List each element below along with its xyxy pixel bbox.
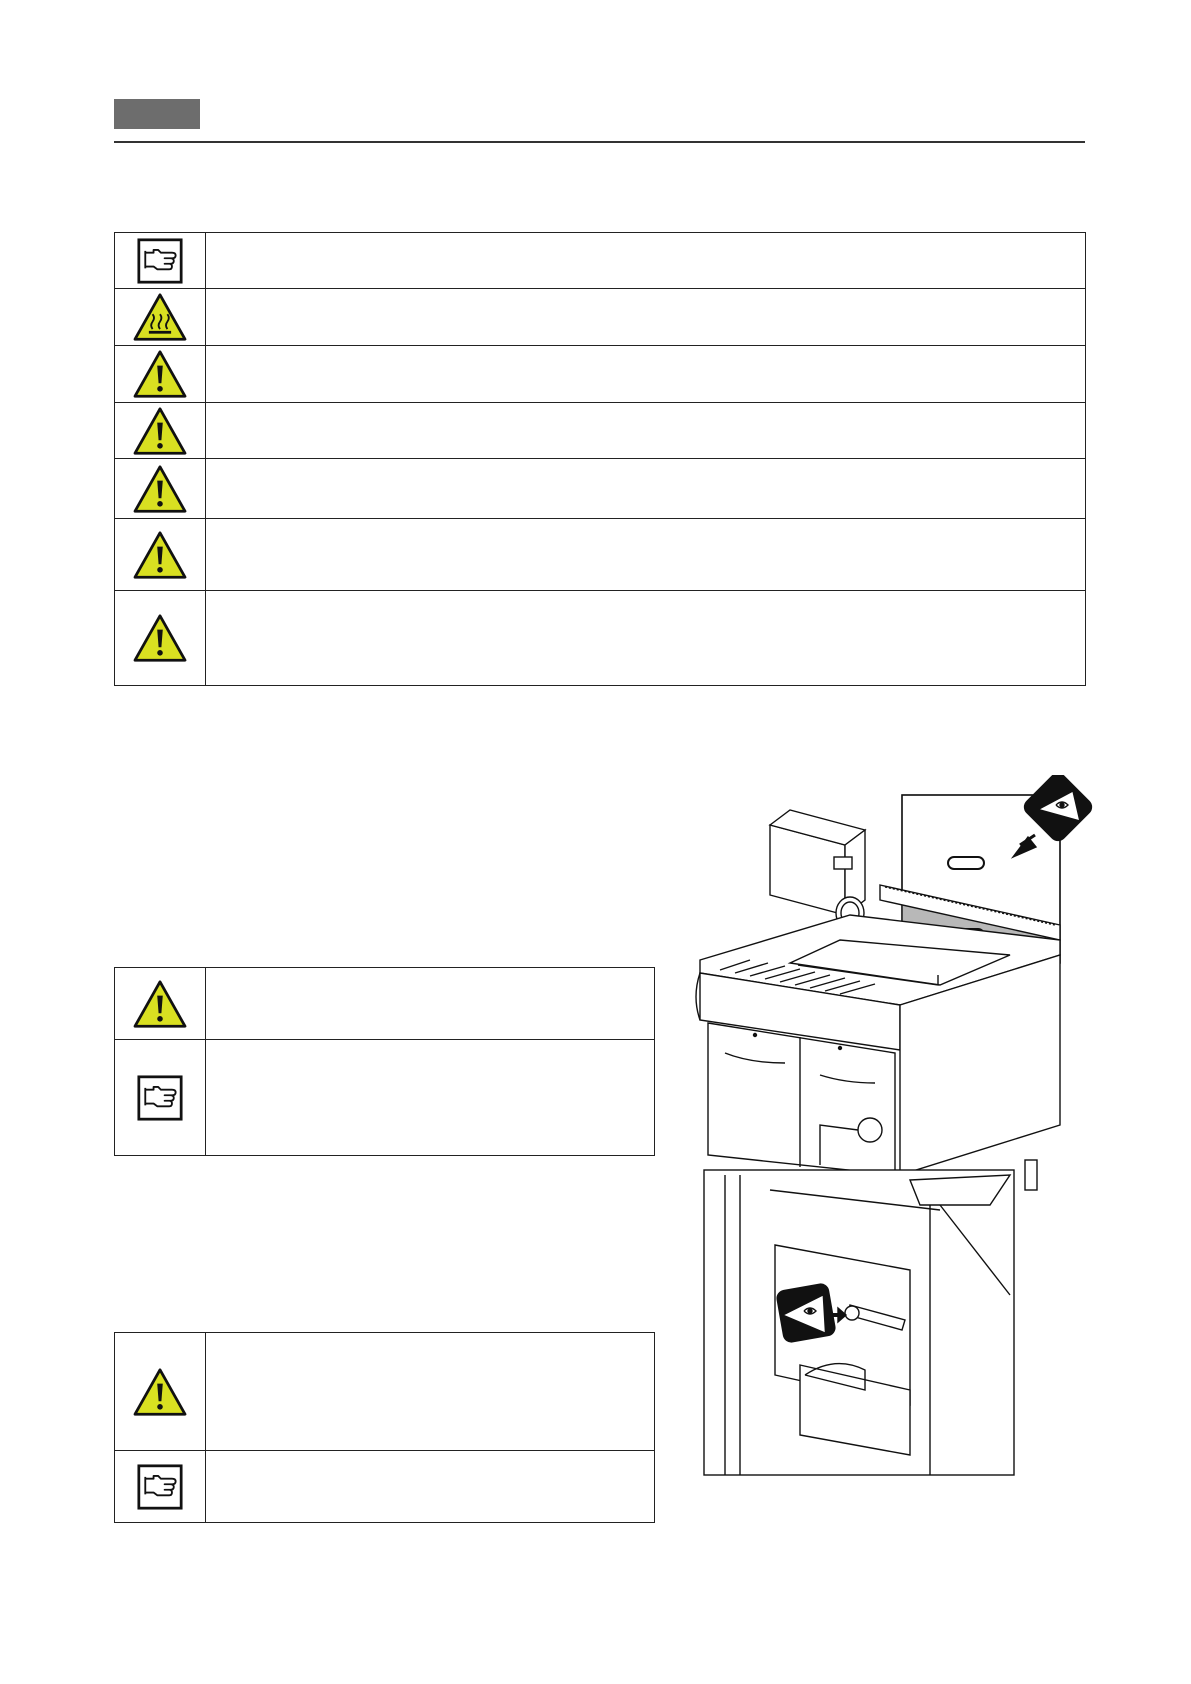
hot-surface-warning-icon <box>132 292 188 342</box>
table-row <box>115 459 1086 519</box>
row-text <box>206 346 1086 403</box>
row-text <box>206 591 1086 686</box>
table-row <box>115 1040 655 1156</box>
row-text <box>206 403 1086 459</box>
row-text <box>206 1451 655 1523</box>
pointing-hand-icon <box>137 1075 183 1121</box>
appliance-illustration <box>680 775 1120 1575</box>
row-text <box>206 1040 655 1156</box>
general-warning-icon <box>132 464 188 514</box>
general-warning-icon <box>132 613 188 663</box>
row-text <box>206 968 655 1040</box>
general-warning-icon <box>132 1367 188 1417</box>
row-text <box>206 233 1086 289</box>
general-warning-icon <box>132 979 188 1029</box>
safety-table-top <box>114 232 1086 686</box>
safety-table-bottom <box>114 1332 655 1523</box>
table-row <box>115 346 1086 403</box>
row-text <box>206 1333 655 1451</box>
eye-view-icon <box>776 1283 836 1343</box>
drain-detail-inset <box>704 1170 1014 1475</box>
row-text <box>206 519 1086 591</box>
table-row <box>115 968 655 1040</box>
table-row <box>115 403 1086 459</box>
row-text <box>206 459 1086 519</box>
table-row <box>115 591 1086 686</box>
pointing-hand-icon <box>137 1464 183 1510</box>
section-tab <box>114 99 200 129</box>
table-row <box>115 1451 655 1523</box>
header-rule <box>114 141 1085 143</box>
table-row <box>115 519 1086 591</box>
table-row <box>115 233 1086 289</box>
table-row <box>115 289 1086 346</box>
pointing-hand-icon <box>137 238 183 284</box>
general-warning-icon <box>132 349 188 399</box>
safety-table-middle <box>114 967 655 1156</box>
row-text <box>206 289 1086 346</box>
table-row <box>115 1333 655 1451</box>
general-warning-icon <box>132 530 188 580</box>
general-warning-icon <box>132 406 188 456</box>
